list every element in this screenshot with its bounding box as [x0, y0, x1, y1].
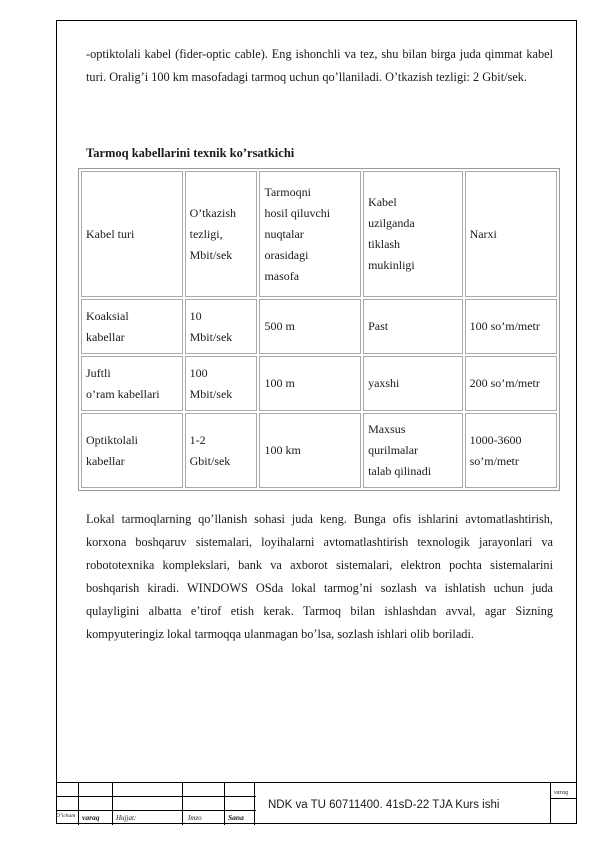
body-paragraph: Lokal tarmoqlarning qo’llanish sohasi juda keng. Bunga ofis ishlarini avtomatlashtirish, korxona boshqaruv sistemalari, loyihalarni avtomatlashtirish texnologik jarayonlari va robototexnika komplekslari, bank va axborot sistemalari, elektron pochta sistemalarini boshqarish kiradi. WINDOWS OSda lokal tarmog’ni sozlash va ishlatish uchun juda qulayligini albatta e’tirof etish kerak. Tarmoq bilan ishlashdan avval, agar Sizning kompyuteringiz lokal tarmoqqa ulanmagan bo’lsa, sozlash ishlari olib boriladi. [86, 512, 553, 641]
stamp-hujjat-label: Hujjat: [116, 814, 137, 822]
cell-cable-type: Koaksial kabellar [81, 299, 183, 354]
cell-distance: 500 m [259, 299, 361, 354]
stamp-varaq-label: varaq [82, 813, 100, 822]
cell-price: 200 so’m/metr [465, 356, 557, 411]
cable-specs-table [78, 168, 560, 491]
cell-repair: Maxsus qurilmalar talab qilinadi [363, 413, 463, 488]
intro-paragraph: -optiktolali kabel (fider-optic cable). Eng ishonchli va tez, shu bilan birga juda qimmat kabel turi. Oralig’i 100 km masofadagi tarmoq uchun qo’llaniladi. O’tkazish tezligi: 2 Gbit/sek. [86, 47, 553, 84]
header-speed: O’tkazish tezligi, Mbit/sek [185, 171, 258, 297]
table-header-row [81, 171, 557, 297]
header-cable-type: Kabel turi [81, 171, 183, 297]
table-title: Tarmoq kabellarini texnik ko’rsatkichi [86, 146, 295, 160]
table-row [81, 356, 557, 411]
header-price: Narxi [465, 171, 557, 297]
cell-speed: 100 Mbit/sek [185, 356, 258, 411]
stamp-divider [182, 783, 183, 825]
cell-repair: yaxshi [363, 356, 463, 411]
stamp-sana-label: Sana [228, 813, 244, 822]
cell-cable-type: Juftli o’ram kabellari [81, 356, 183, 411]
table-row [81, 413, 557, 488]
cell-speed: 1-2 Gbit/sek [185, 413, 258, 488]
document-code: NDK va TU 60711400. 41sD-22 TJA Kurs ishi [268, 799, 500, 811]
stamp-line [550, 798, 577, 799]
cell-repair: Past [363, 299, 463, 354]
cell-price: 100 so’m/metr [465, 299, 557, 354]
stamp-ozgarish-label: O’lcham [56, 813, 76, 819]
stamp-divider [550, 783, 551, 824]
table-row [81, 299, 557, 354]
header-repair: Kabel uzilganda tiklash mukinligi [363, 171, 463, 297]
stamp-divider [78, 783, 79, 825]
cell-price: 1000-3600 so’m/metr [465, 413, 557, 488]
cell-speed: 10 Mbit/sek [185, 299, 258, 354]
stamp-line [56, 796, 256, 797]
stamp-divider [224, 783, 225, 825]
cell-cable-type: Optiktolali kabellar [81, 413, 183, 488]
cell-distance: 100 km [259, 413, 361, 488]
stamp-imzo-label: Imzo [188, 814, 202, 822]
stamp-line [56, 810, 256, 811]
cell-distance: 100 m [259, 356, 361, 411]
stamp-divider [254, 783, 255, 825]
header-distance: Tarmoqni hosil qiluvchi nuqtalar orasidagi masofa [259, 171, 361, 297]
stamp-divider [112, 783, 113, 825]
stamp-varaq-right-label: varaq [554, 790, 568, 796]
